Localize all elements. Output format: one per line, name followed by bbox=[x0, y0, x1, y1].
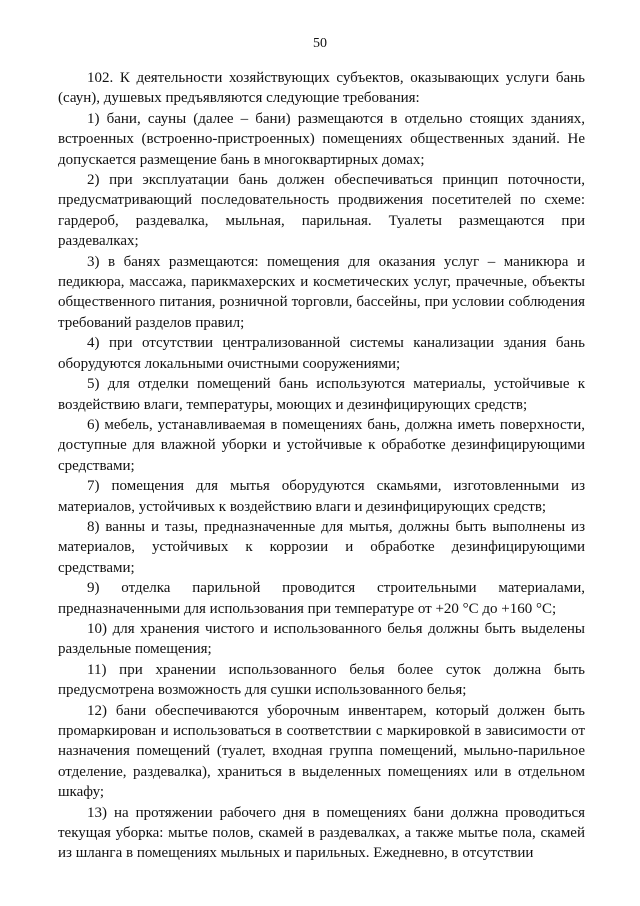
paragraph-item-11: 11) при хранении использованного белья более суток должна быть предусмотрена возможность для сушки использованного белья; bbox=[58, 661, 585, 699]
paragraph-item-5: 5) для отделки помещений бань используются материалы, устойчивые к воздействию влаги, температуры, моющих и дезинфицирующих средств; bbox=[58, 376, 585, 413]
paragraph-item-12: 12) бани обеспечиваются уборочным инвентарем, который должен быть промаркирован и использоваться в соответствии с маркировкой в зависимости от назначения помещений (туалет, входная группа помещений, мыльно-парильное отделение, раздевалка), храниться в выделенных помещениях или в отдельном шкафу; bbox=[58, 702, 585, 801]
paragraph-item-13: 13) на протяжении рабочего дня в помещениях бани должна проводиться текущая уборка: мытье полов, скамей в раздевалках, а также мытье пола, скамей из шланга в помещениях мыльных и парильных. Ежедневно, в отсутствии bbox=[58, 804, 585, 862]
paragraph-item-3: 3) в банях размещаются: помещения для оказания услуг – маникюра и педикюра, массажа, парикмахерских и косметических услуг, прачечные, объекты общественного питания, розничной торговли, бассейны, при условии соблюдения требований разделов правил; bbox=[58, 253, 585, 331]
paragraph-item-10: 10) для хранения чистого и использованного белья должны быть выделены раздельные помещения; bbox=[58, 620, 585, 658]
paragraph-item-8: 8) ванны и тазы, предназначенные для мытья, должны быть выполнены из материалов, устойчивых к коррозии и обработке дезинфицирующими средствами; bbox=[58, 518, 585, 576]
paragraph-item-1: 1) бани, сауны (далее – бани) размещаются в отдельно стоящих зданиях, встроенных (встроенно-пристроенных) помещениях общественных зданий. Не допускается размещение бань в многоквартирных домах; bbox=[58, 110, 585, 168]
paragraph-item-6: 6) мебель, устанавливаемая в помещениях бань, должна иметь поверхности, доступные для влажной уборки и устойчивые к обработке дезинфицирующими средствами; bbox=[58, 416, 585, 474]
paragraph-102-intro: 102. К деятельности хозяйствующих субъектов, оказывающих услуги бань (саун), душевых предъявляются следующие требования: bbox=[58, 70, 585, 107]
paragraph-item-4: 4) при отсутствии централизованной системы канализации здания бань оборудуются локальными очистными сооружениями; bbox=[58, 335, 585, 372]
paragraph-item-2: 2) при эксплуатации бань должен обеспечиваться принцип поточности, предусматривающий последовательность продвижения посетителей по схеме: гардероб, раздевалка, мыльная, парильная. Туалеты размещаются при раздевалках; bbox=[58, 172, 585, 250]
paragraph-item-9: 9) отделка парильной проводится строительными материалами, предназначенными для использования при температуре от +20 °С до +160 °С; bbox=[58, 580, 585, 617]
document-body bbox=[58, 68, 585, 864]
paragraph-item-7: 7) помещения для мытья оборудуются скамьями, изготовленными из материалов, устойчивых к воздействию влаги и дезинфицирующих средств; bbox=[58, 478, 585, 515]
page-number: 50 bbox=[313, 36, 327, 51]
